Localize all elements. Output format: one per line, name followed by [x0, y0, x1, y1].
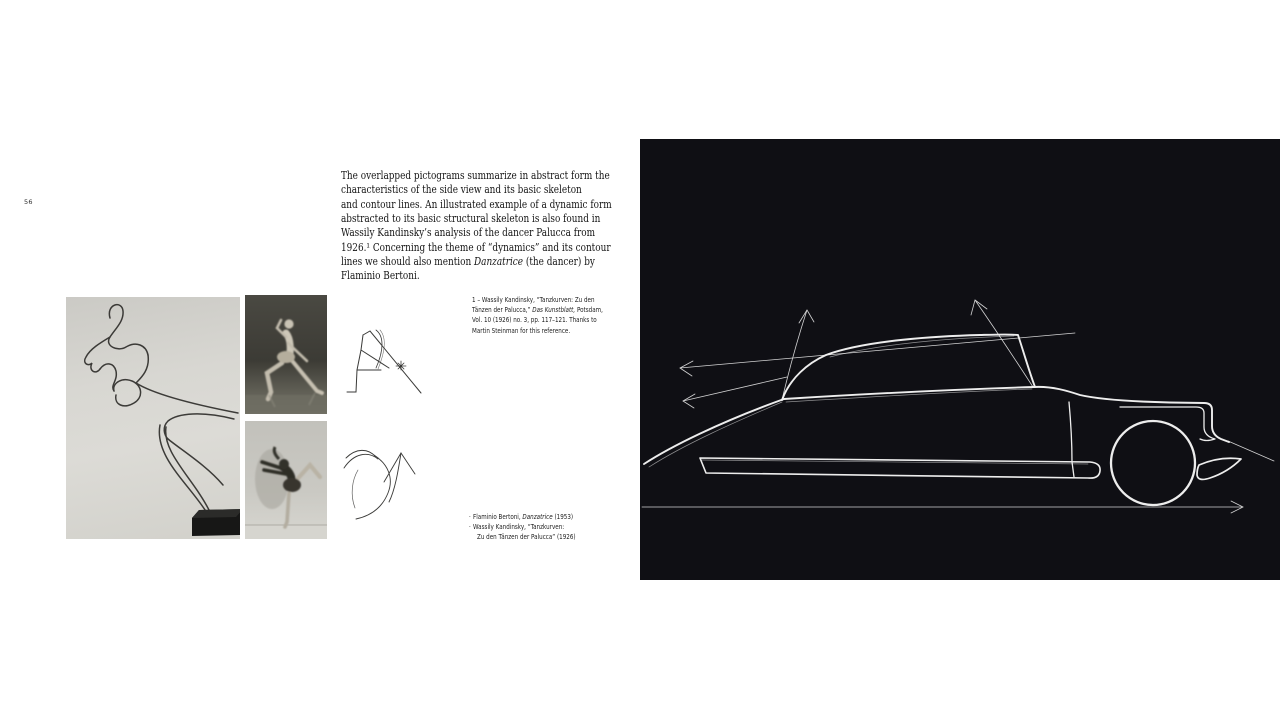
tail-beak: [1197, 458, 1241, 479]
paragraph-line: Wassily Kandinsky’s analysis of the dancer Palucca from: [341, 225, 596, 240]
footnote-line: Vol. 10 (1926) no. 3, pp. 117–121. Thanks to: [472, 316, 597, 325]
photo-dancer-kick: [245, 421, 327, 539]
arrow-left-upper-icon: [680, 333, 1075, 376]
figure-captions: [469, 512, 576, 542]
photo-wire-sculpture-danzatrice: [66, 297, 240, 539]
arrow-up-front-icon: [782, 310, 814, 400]
ground-line-arrow-icon: [642, 501, 1243, 513]
footnote: [472, 295, 603, 336]
arrow-up-rear-icon: [971, 300, 1033, 387]
footnote-line: Martin Steinman for this reference.: [472, 326, 571, 335]
body-paragraph: [341, 168, 612, 283]
line-sketch: [344, 322, 436, 404]
car-sketch-panel: [640, 139, 1280, 580]
paragraph-line: abstracted to its basic structural skeleton is also found in: [341, 211, 601, 226]
citroen-ds-profile-sketch: [640, 139, 1280, 580]
paragraph-line: and contour lines. An illustrated example of a dynamic form: [341, 196, 612, 211]
footnote-line: Tänzen der Palucca,” Das Kunstblatt, Potsdam,: [472, 306, 603, 315]
footnote-line: 1 – Wassily Kandinsky, “Tanzkurven: Zu den: [472, 296, 595, 304]
sketch-tanzkurve-upper: [344, 322, 436, 404]
car-body-lines: [644, 334, 1241, 505]
line-sketch: [338, 440, 430, 528]
caption-line: Zu den Tänzen der Palucca” (1926): [477, 533, 576, 541]
dancer-figure: [245, 295, 327, 414]
sketch-double-lines: [649, 336, 1088, 467]
figure-mark: [396, 361, 406, 370]
pedestal: [192, 509, 240, 536]
wire-dancer-drawing: [66, 297, 240, 539]
caption-line: · Flaminio Bertoni, Danzatrice (1953): [469, 513, 574, 521]
rear-wheel: [1111, 421, 1195, 505]
paragraph-line: characteristics of the side view and its basic skeleton: [341, 182, 582, 197]
sketch-tanzkurve-lower: [338, 440, 430, 528]
dancer-figure: [245, 421, 327, 539]
photo-dancer-palucca-lunge: [245, 295, 327, 414]
paragraph-line: Flaminio Bertoni.: [341, 268, 420, 283]
paragraph-line: 1926.¹ Concerning the theme of “dynamics” and its contour: [341, 239, 611, 254]
caption-line: · Wassily Kandinsky, “Tanzkurven:: [469, 523, 565, 531]
paragraph-line: lines we should also mention Danzatrice (the dancer) by: [341, 254, 595, 269]
paragraph-line: The overlapped pictograms summarize in abstract form the: [341, 168, 610, 182]
page-number: 56: [24, 198, 33, 206]
